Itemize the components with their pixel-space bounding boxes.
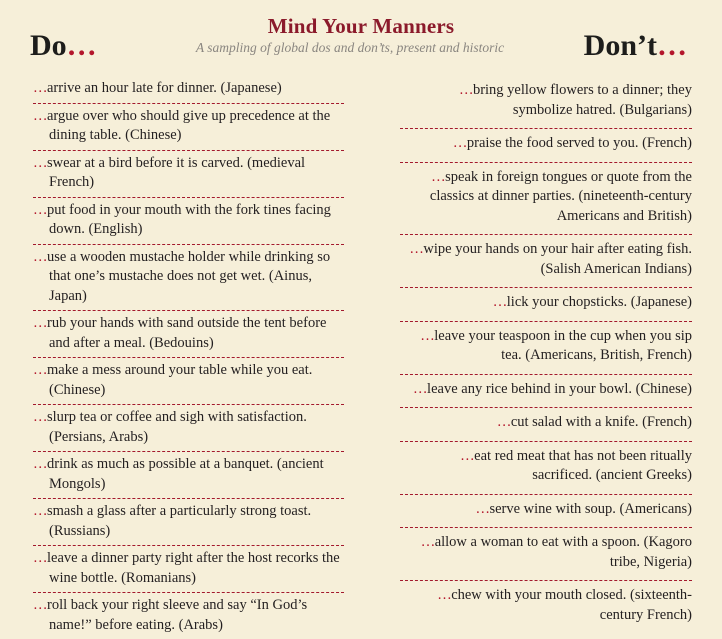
- do-item: [33, 311, 344, 358]
- item-ellipsis: …: [33, 315, 47, 331]
- item-ellipsis: …: [431, 168, 446, 185]
- item-ellipsis: …: [33, 456, 47, 472]
- do-item-text: drink as much as possible at a banquet. (ancient Mongols): [47, 456, 324, 492]
- do-item: [33, 151, 344, 198]
- page-title: Mind Your Manners: [267, 14, 455, 38]
- dont-item: [400, 322, 692, 375]
- item-ellipsis: …: [452, 135, 467, 151]
- do-item-text: put food in your mouth with the fork tines facing down. (English): [47, 201, 331, 237]
- page-subtitle: A sampling of global dos and don’ts, present and historic: [195, 40, 505, 55]
- dont-item-text: lick your chopsticks. (Japanese): [506, 294, 692, 310]
- item-ellipsis: …: [437, 587, 452, 603]
- item-ellipsis: …: [33, 503, 47, 519]
- do-item: [33, 546, 344, 593]
- do-item-text: swear at a bird before it is carved. (medieval French): [47, 154, 306, 190]
- item-ellipsis: …: [458, 82, 473, 98]
- do-item: [33, 104, 344, 151]
- dont-item-text: praise the food served to you. (French): [466, 135, 692, 151]
- dont-item-text: eat red meat that has not been ritually sacrificed. (ancient Greeks): [474, 447, 692, 483]
- item-ellipsis: …: [413, 380, 428, 397]
- dont-item: [400, 76, 692, 129]
- do-item-text: arrive an hour late for dinner. (Japanese): [47, 80, 282, 96]
- dont-item: [400, 495, 692, 529]
- dont-heading-ellipsis: …: [657, 29, 687, 62]
- dont-item: [400, 375, 692, 409]
- item-ellipsis: …: [33, 362, 47, 378]
- do-heading-label: Do: [30, 29, 67, 62]
- dont-heading-label: Don’t: [583, 29, 657, 62]
- do-heading: [30, 31, 97, 61]
- item-ellipsis: …: [33, 597, 47, 613]
- do-item-text: rub your hands with sand outside the tent before and after a meal. (Bedouins): [47, 315, 327, 351]
- item-ellipsis: …: [420, 534, 435, 550]
- do-item-text: leave a dinner party right after the host recorks the wine bottle. (Romanians): [47, 550, 340, 586]
- dont-item-text: wipe your hands on your hair after eating fish. (Salish American Indians): [423, 241, 692, 277]
- dont-item: [400, 408, 692, 442]
- dont-item: [400, 288, 692, 322]
- dont-item: [400, 129, 692, 163]
- dont-item-text: leave your teaspoon in the cup when you sip tea. (Americans, British, French): [434, 327, 692, 363]
- dont-item: [400, 442, 692, 495]
- do-item-text: slurp tea or coffee and sigh with satisfaction. (Persians, Arabs): [47, 409, 307, 445]
- item-ellipsis: …: [420, 327, 435, 344]
- item-ellipsis: …: [33, 154, 47, 171]
- dont-item-text: speak in foreign tongues or quote from the classics at dinner parties. (nineteenth-century Americans and British): [429, 168, 692, 224]
- dont-item-text: serve wine with soup. (Americans): [489, 500, 692, 517]
- do-heading-ellipsis: …: [66, 29, 97, 62]
- item-ellipsis: …: [460, 447, 475, 464]
- dont-item-text: chew with your mouth closed. (sixteenth-century French): [451, 587, 692, 623]
- do-item-text: argue over who should give up precedence at the dining table. (Chinese): [47, 107, 331, 143]
- dont-item-text: leave any rice behind in your bowl. (Chinese): [427, 380, 692, 397]
- item-ellipsis: …: [33, 201, 47, 218]
- dont-item: [400, 163, 692, 236]
- item-ellipsis: …: [492, 294, 507, 310]
- item-ellipsis: …: [475, 500, 490, 517]
- do-item: [33, 405, 344, 452]
- do-list: [33, 76, 344, 639]
- do-item-text: smash a glass after a particularly strong toast. (Russians): [47, 503, 312, 539]
- item-ellipsis: …: [33, 80, 47, 96]
- do-item-text: roll back your right sleeve and say “In God’s name!” before eating. (Arabs): [47, 597, 308, 633]
- dont-heading: [584, 31, 687, 61]
- item-ellipsis: …: [33, 248, 47, 265]
- do-item: [33, 358, 344, 405]
- dont-list: [400, 76, 692, 633]
- item-ellipsis: …: [409, 241, 424, 257]
- item-ellipsis: …: [33, 107, 47, 124]
- do-item: [33, 198, 344, 245]
- do-item-text: use a wooden mustache holder while drinking so that one’s mustache does not get wet. (Ainus, Japan): [47, 248, 331, 304]
- dont-item-text: cut salad with a knife. (French): [510, 414, 692, 430]
- item-ellipsis: …: [33, 409, 47, 425]
- do-item-text: make a mess around your table while you eat. (Chinese): [47, 362, 313, 398]
- item-ellipsis: …: [33, 550, 47, 566]
- dont-item-text: allow a woman to eat with a spoon. (Kagoro tribe, Nigeria): [434, 534, 692, 570]
- do-item: [33, 593, 344, 639]
- dont-item: [400, 528, 692, 581]
- item-ellipsis: …: [496, 414, 511, 430]
- dont-item: [400, 581, 692, 633]
- do-item: [33, 76, 344, 104]
- do-item: [33, 499, 344, 546]
- dont-item-text: bring yellow flowers to a dinner; they symbolize hatred. (Bulgarians): [472, 82, 692, 118]
- dont-item: [400, 235, 692, 288]
- do-item: [33, 452, 344, 499]
- do-item: [33, 245, 344, 312]
